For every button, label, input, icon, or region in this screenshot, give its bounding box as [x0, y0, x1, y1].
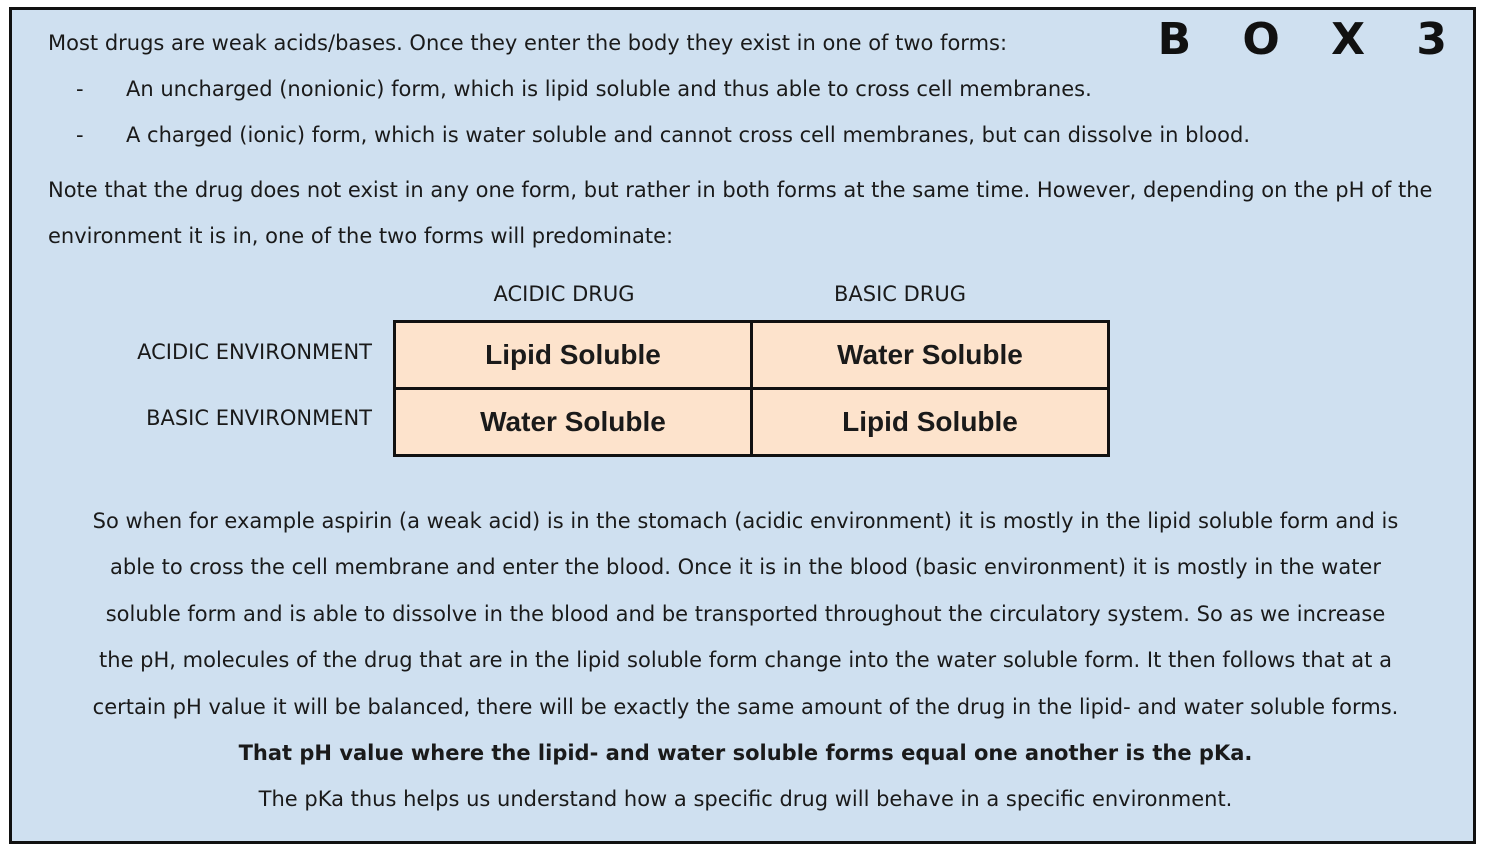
row-header-basic-environment: BASIC ENVIRONMENT — [146, 406, 372, 430]
bullet-marker: - — [76, 123, 84, 147]
bullet-item — [76, 66, 1092, 112]
bullet-text: A charged (ionic) form, which is water soluble and cannot cross cell membranes, but can dissolve in blood. — [126, 123, 1251, 147]
intro-text: Most drugs are weak acids/bases. Once they enter the body they exist in one of two forms: — [48, 31, 1008, 55]
note-text: Note that the drug does not exist in any one form, but rather in both forms at the same time. However, depending on the pH of the environment it is in, one of the two forms will predominate: — [48, 178, 1433, 248]
closing-line: able to cross the cell membrane and enter the blood. Once it is in the blood (basic environment) it is mostly in the water — [110, 555, 1381, 580]
column-header-acidic-drug: ACIDIC DRUG — [493, 282, 635, 306]
pka-definition: That pH value where the lipid- and water soluble forms equal one another is the pKa. — [238, 741, 1253, 766]
closing-line: So when for example aspirin (a weak acid) is in the stomach (acidic environment) it is mostly in the lipid soluble form and is — [92, 509, 1399, 533]
table-cell: Water Soluble — [395, 389, 752, 456]
bullet-item — [76, 112, 1250, 158]
bullet-text: An uncharged (nonionic) form, which is lipid soluble and thus able to cross cell membranes. — [126, 77, 1092, 101]
table-row — [395, 389, 1109, 456]
closing-summary: The pKa thus helps us understand how a specific drug will behave in a specific environment. — [258, 787, 1233, 812]
closing-line: certain pH value it will be balanced, there will be exactly the same amount of the drug in the lipid- and water soluble forms. — [92, 694, 1399, 719]
row-header-acidic-environment: ACIDIC ENVIRONMENT — [137, 340, 372, 364]
bullet-marker: - — [76, 77, 84, 101]
info-box — [9, 7, 1476, 844]
table-cell: Lipid Soluble — [395, 322, 752, 389]
closing-line: the pH, molecules of the drug that are in the lipid soluble form change into the water soluble form. It then follows that at a — [99, 648, 1392, 673]
solubility-table — [393, 320, 1110, 457]
closing-paragraph — [12, 498, 1479, 823]
box-title: B O X 3 — [1157, 14, 1465, 65]
column-header-basic-drug: BASIC DRUG — [833, 282, 967, 306]
table-row — [395, 322, 1109, 389]
table-cell: Water Soluble — [752, 322, 1109, 389]
table-cell: Lipid Soluble — [752, 389, 1109, 456]
closing-line: soluble form and is able to dissolve in the blood and be transported throughout the circulatory system. So as we increase — [105, 601, 1386, 626]
